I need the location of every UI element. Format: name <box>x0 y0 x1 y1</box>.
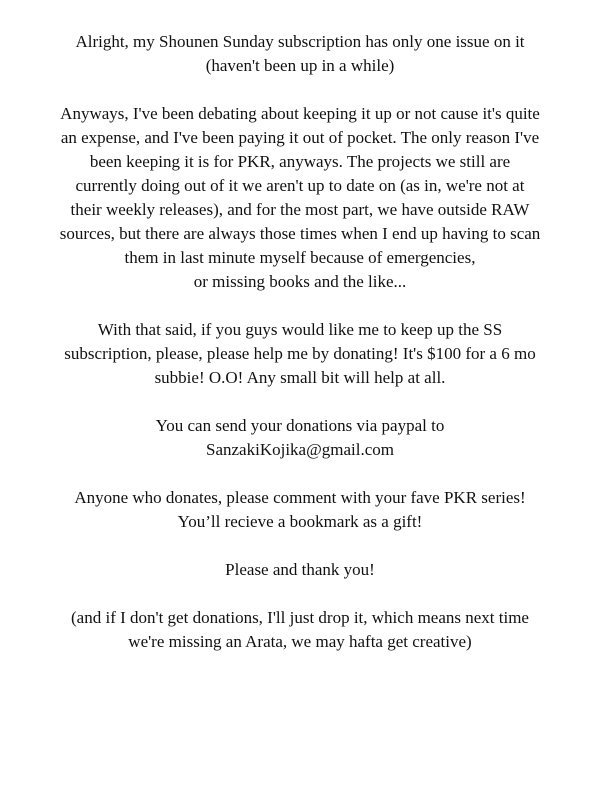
text-line: You can send your donations via paypal to <box>155 416 445 435</box>
announcement-text <box>10 30 590 678</box>
text-line: their weekly releases), and for the most part, we have outside RAW <box>70 200 530 219</box>
paragraph-donation-request <box>10 318 590 390</box>
text-line: sources, but there are always those times when I end up having to scan <box>59 224 541 243</box>
text-line: subscription, please, please help me by donating! It's $100 for a 6 mo <box>64 344 536 363</box>
text-line: subbie! O.O! Any small bit will help at all. <box>154 368 446 387</box>
text-line: (haven't been up in a while) <box>205 56 395 75</box>
text-line: currently doing out of it we aren't up to date on (as in, we're not at <box>75 176 525 195</box>
paragraph-intro <box>10 30 590 78</box>
text-line: we're missing an Arata, we may hafta get creative) <box>128 632 472 651</box>
text-line: You’ll recieve a bookmark as a gift! <box>177 512 423 531</box>
text-line: Please and thank you! <box>225 560 375 579</box>
text-line: them in last minute myself because of emergencies, <box>124 248 476 267</box>
text-line: been keeping it is for PKR, anyways. The projects we still are <box>89 152 511 171</box>
text-line: Anyways, I've been debating about keeping it up or not cause it's quite <box>60 104 540 123</box>
paragraph-closing-note <box>10 606 590 654</box>
text-line: With that said, if you guys would like me to keep up the SS <box>97 320 503 339</box>
text-line: Anyone who donates, please comment with your fave PKR series! <box>74 488 526 507</box>
paragraph-paypal <box>10 414 590 462</box>
paypal-email: SanzakiKojika@gmail.com <box>206 440 394 459</box>
text-line: Alright, my Shounen Sunday subscription has only one issue on it <box>75 32 525 51</box>
text-line: or missing books and the like... <box>193 272 407 291</box>
text-line: (and if I don't get donations, I'll just drop it, which means next time <box>71 608 529 627</box>
paragraph-reasoning <box>10 102 590 294</box>
text-line: an expense, and I've been paying it out of pocket. The only reason I've <box>60 128 540 147</box>
paragraph-thanks <box>10 558 590 582</box>
paragraph-bookmark-gift <box>10 486 590 534</box>
